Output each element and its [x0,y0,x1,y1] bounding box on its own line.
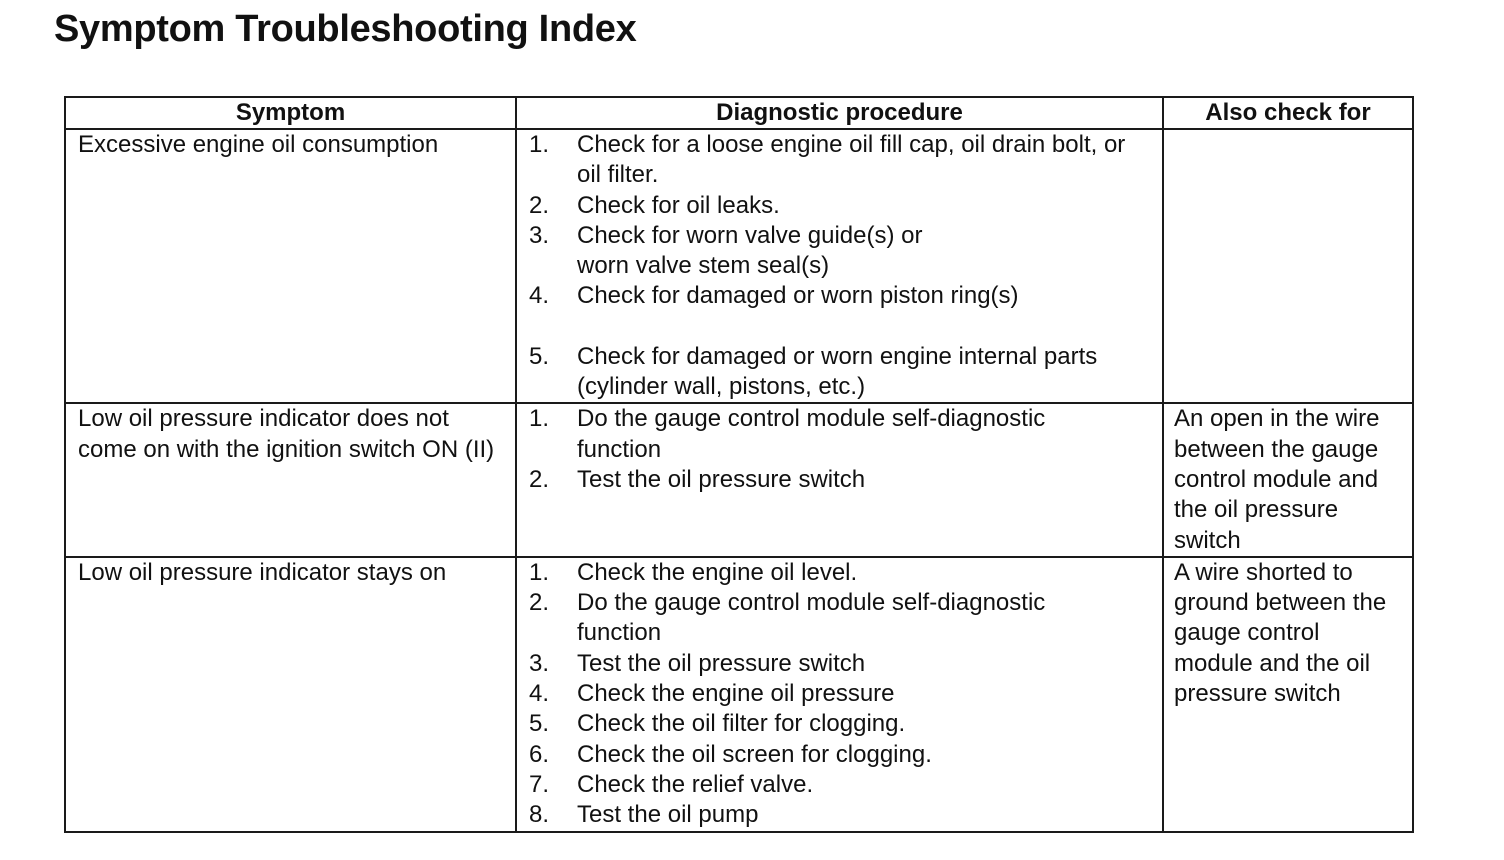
step-number: 1. [529,405,550,433]
procedure-step [529,800,1152,830]
step-number: 3. [529,649,550,677]
step-number: 3. [529,221,550,249]
procedure-step [529,465,1152,495]
troubleshooting-table-container [64,96,1412,833]
symptom-cell: Low oil pressure indicator stays on [65,557,516,832]
step-text: Check for damaged or worn piston ring(s) [577,282,1019,310]
procedure-steps [529,404,1152,495]
table-row [65,557,1413,832]
table-row [65,129,1413,403]
step-number: 2. [529,589,550,617]
procedure-cell [516,403,1163,556]
step-number: 5. [529,710,550,738]
procedure-step [529,679,1152,709]
procedure-steps [529,130,1152,402]
procedure-cell [516,557,1163,832]
procedure-step [529,588,1152,649]
step-text: Test the oil pressure switch [577,649,866,677]
step-number: 6. [529,740,550,768]
step-number: 1. [529,558,550,586]
step-text: Test the oil pump [577,801,759,829]
procedure-step [529,770,1152,800]
step-text: Check the relief valve. [577,770,814,798]
step-number: 1. [529,131,550,158]
step-number: 4. [529,680,550,708]
also-check-cell: A wire shorted to ground between the gauge control module and the oil pressure switch [1163,557,1413,832]
procedure-step [529,649,1152,679]
step-text: Do the gauge control module self-diagnostic function [577,589,1046,647]
step-text: Test the oil pressure switch [577,465,866,493]
step-text: Check the oil screen for clogging. [577,740,932,768]
header-symptom: Symptom [65,97,516,129]
troubleshooting-table [64,96,1414,833]
also-check-cell [1163,129,1413,403]
step-text: Check for oil leaks. [577,191,780,219]
procedure-steps [529,558,1152,831]
procedure-step [529,740,1152,770]
step-text: Check the engine oil pressure [577,680,895,708]
symptom-cell: Excessive engine oil consumption [65,129,516,403]
step-number: 4. [529,282,550,310]
header-diagnostic-procedure: Diagnostic procedure [516,97,1163,129]
step-number: 7. [529,770,550,798]
table-row [65,403,1413,556]
step-number: 2. [529,191,550,219]
step-number: 2. [529,465,550,493]
procedure-step [529,558,1152,588]
also-check-cell: An open in the wire between the gauge control module and the oil pressure switch [1163,403,1413,556]
procedure-step [529,221,1152,282]
step-number: 8. [529,801,550,829]
step-number: 5. [529,342,550,370]
symptom-cell: Low oil pressure indicator does not come on with the ignition switch ON (II) [65,403,516,556]
page-title: Symptom Troubleshooting Index [54,8,637,50]
header-also-check-for: Also check for [1163,97,1413,129]
table-header-row [65,97,1413,129]
procedure-step [529,404,1152,465]
procedure-step [529,130,1152,191]
procedure-step [529,281,1152,311]
procedure-step [529,342,1152,403]
procedure-cell [516,129,1163,403]
step-text: Do the gauge control module self-diagnostic function [577,405,1046,463]
step-text: Check for damaged or worn engine internal parts (cylinder wall, pistons, etc.) [577,342,1098,401]
step-text: Check for worn valve guide(s) or worn valve stem seal(s) [577,221,923,280]
procedure-step [529,709,1152,739]
step-text: Check the engine oil level. [577,558,858,586]
procedure-step [529,191,1152,221]
step-text: Check for a loose engine oil fill cap, oil drain bolt, or oil filter. [577,131,1126,189]
step-text: Check the oil filter for clogging. [577,710,906,738]
